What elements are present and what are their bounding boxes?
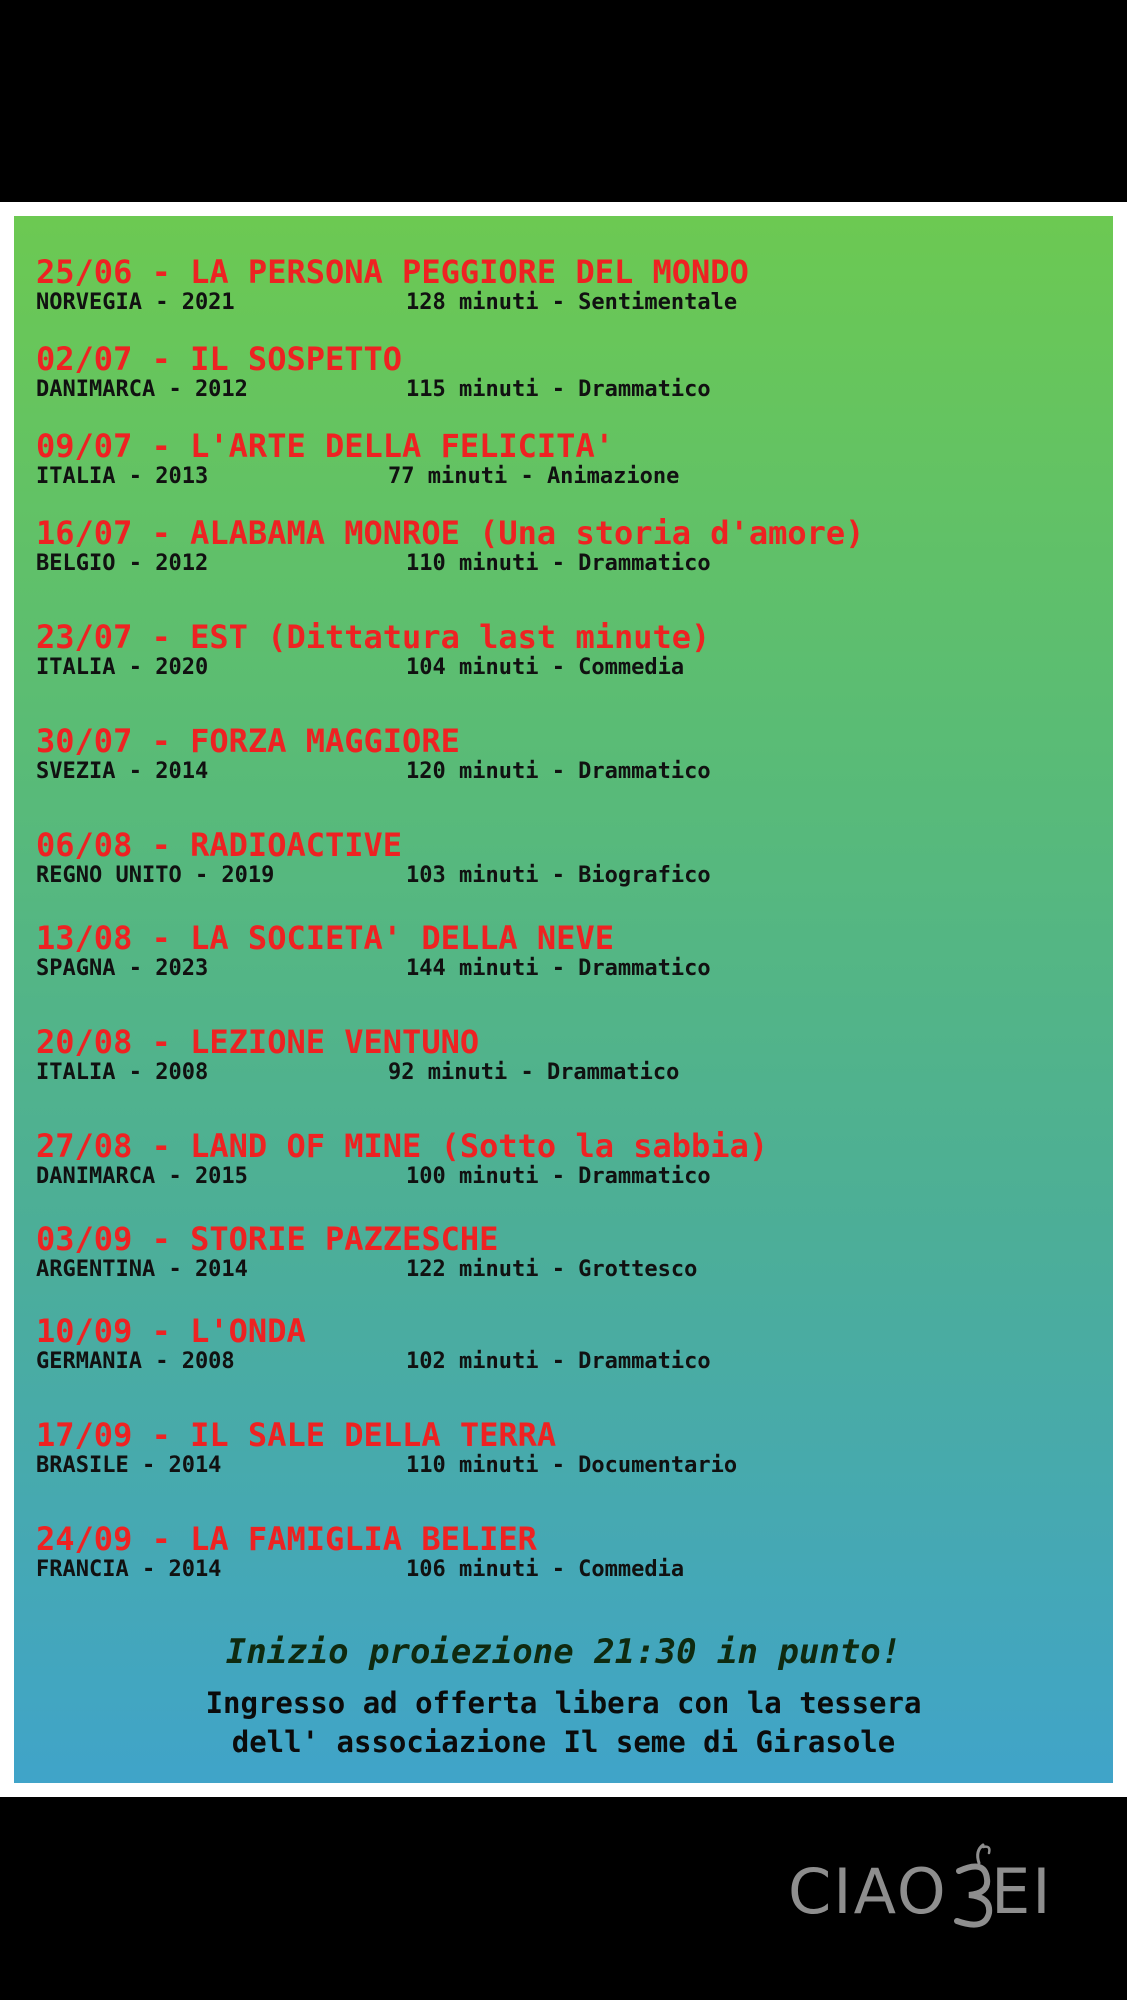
film-details: 100 minuti - Drammatico <box>406 1164 711 1189</box>
film-item <box>36 920 1106 982</box>
film-country-year: FRANCIA - 2014 <box>36 1557 222 1582</box>
film-item <box>36 1221 1106 1283</box>
film-info <box>36 290 1106 316</box>
film-item <box>36 1313 1106 1375</box>
logo-text: CIAO EI <box>788 1855 1053 1928</box>
film-country-year: SVEZIA - 2014 <box>36 759 209 784</box>
film-info <box>36 655 1106 681</box>
ciaocomo-logo <box>788 1855 1078 1935</box>
film-country-year: ARGENTINA - 2014 <box>36 1257 248 1282</box>
film-item <box>36 1024 1106 1086</box>
entry-line-1: Ingresso ad offerta libera con la tessera <box>205 1686 922 1720</box>
entry-line-2: dell' associazione Il seme di Girasole <box>231 1725 896 1759</box>
film-country-year: ITALIA - 2013 <box>36 464 209 489</box>
film-details: 92 minuti - Drammatico <box>388 1060 680 1085</box>
entry-info <box>14 1684 1113 1762</box>
film-title: 27/08 - LAND OF MINE (Sotto la sabbia) <box>36 1127 769 1165</box>
film-country-year: SPAGNA - 2023 <box>36 956 209 981</box>
film-title: 09/07 - L'ARTE DELLA FELICITA' <box>36 427 614 465</box>
film-details: 144 minuti - Drammatico <box>406 956 711 981</box>
film-info <box>36 956 1106 982</box>
film-info <box>36 863 1106 889</box>
film-schedule-poster <box>14 216 1113 1783</box>
film-info <box>36 759 1106 785</box>
film-title: 06/08 - RADIOACTIVE <box>36 826 403 864</box>
film-info <box>36 1060 1106 1086</box>
film-details: 110 minuti - Drammatico <box>406 551 711 576</box>
film-info <box>36 1557 1106 1583</box>
film-country-year: NORVEGIA - 2021 <box>36 290 235 315</box>
film-country-year: DANIMARCA - 2015 <box>36 1164 248 1189</box>
screening-start-time: Inizio proiezione 21:30 in punto! <box>225 1632 902 1672</box>
film-country-year: REGNO UNITO - 2019 <box>36 863 275 888</box>
film-title: 24/09 - LA FAMIGLIA BELIER <box>36 1520 537 1558</box>
logo-mark-icon <box>945 1841 1005 1931</box>
film-title: 20/08 - LEZIONE VENTUNO <box>36 1023 480 1061</box>
film-item <box>36 254 1106 316</box>
film-details: 122 minuti - Grottesco <box>406 1257 698 1282</box>
film-item <box>36 1128 1106 1190</box>
film-title: 02/07 - IL SOSPETTO <box>36 340 403 378</box>
film-country-year: ITALIA - 2020 <box>36 655 209 680</box>
film-details: 104 minuti - Commedia <box>406 655 685 680</box>
film-details: 103 minuti - Biografico <box>406 863 711 888</box>
film-item <box>36 428 1106 490</box>
film-info <box>36 1257 1106 1283</box>
film-info <box>36 377 1106 403</box>
film-country-year: BELGIO - 2012 <box>36 551 209 576</box>
film-details: 102 minuti - Drammatico <box>406 1349 711 1374</box>
film-title: 10/09 - L'ONDA <box>36 1312 306 1350</box>
film-info <box>36 1164 1106 1190</box>
film-item <box>36 341 1106 403</box>
film-title: 16/07 - ALABAMA MONROE (Una storia d'amore) <box>36 514 865 552</box>
film-title: 03/09 - STORIE PAZZESCHE <box>36 1220 499 1258</box>
film-info <box>36 551 1106 577</box>
film-item <box>36 1417 1106 1479</box>
poster-frame <box>0 202 1127 1797</box>
film-country-year: ITALIA - 2008 <box>36 1060 209 1085</box>
film-details: 128 minuti - Sentimentale <box>406 290 738 315</box>
film-item <box>36 827 1106 889</box>
film-details: 120 minuti - Drammatico <box>406 759 711 784</box>
film-country-year: GERMANIA - 2008 <box>36 1349 235 1374</box>
film-title: 13/08 - LA SOCIETA' DELLA NEVE <box>36 919 614 957</box>
film-details: 115 minuti - Drammatico <box>406 377 711 402</box>
film-country-year: DANIMARCA - 2012 <box>36 377 248 402</box>
film-details: 77 minuti - Animazione <box>388 464 680 489</box>
film-title: 23/07 - EST (Dittatura last minute) <box>36 618 711 656</box>
film-title: 30/07 - FORZA MAGGIORE <box>36 722 460 760</box>
film-item <box>36 1521 1106 1583</box>
film-title: 17/09 - IL SALE DELLA TERRA <box>36 1416 557 1454</box>
film-item <box>36 515 1106 577</box>
film-item <box>36 619 1106 681</box>
film-country-year: BRASILE - 2014 <box>36 1453 222 1478</box>
film-info <box>36 1349 1106 1375</box>
film-title: 25/06 - LA PERSONA PEGGIORE DEL MONDO <box>36 253 749 291</box>
film-info <box>36 464 1106 490</box>
film-details: 110 minuti - Documentario <box>406 1453 738 1478</box>
film-item <box>36 723 1106 785</box>
film-details: 106 minuti - Commedia <box>406 1557 685 1582</box>
film-info <box>36 1453 1106 1479</box>
